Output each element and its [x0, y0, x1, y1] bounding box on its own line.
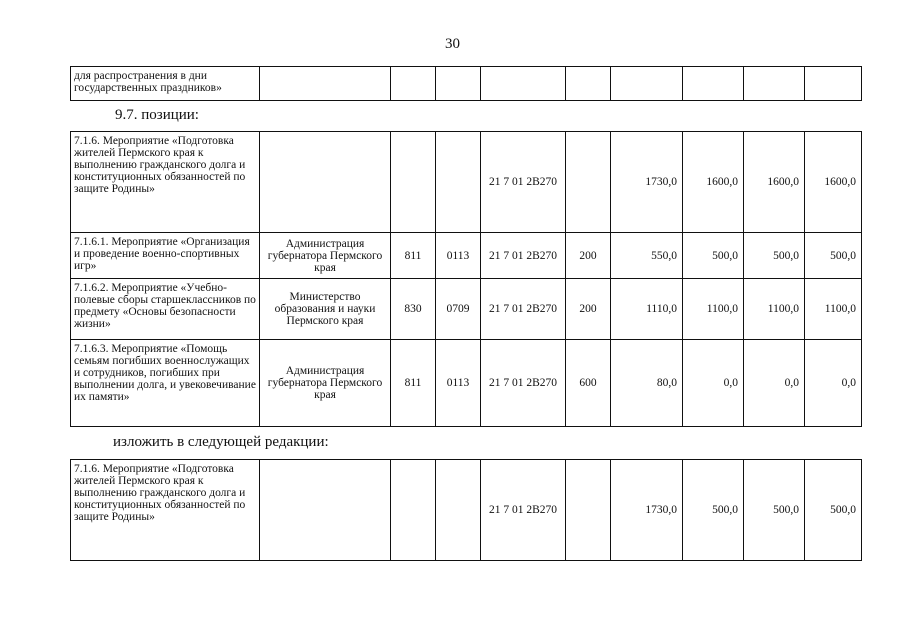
row-grbs: 811: [391, 233, 436, 279]
row-value-3: 500,0: [744, 460, 805, 561]
row-rzpr: [436, 132, 481, 233]
row-executor: Администрация губернатора Пермского края: [260, 340, 391, 427]
row-rzpr: 0113: [436, 340, 481, 427]
row-value-2: 1100,0: [683, 279, 744, 340]
row-value-4: 500,0: [805, 460, 862, 561]
page-number: 30: [445, 36, 460, 52]
row-rzpr: 0709: [436, 279, 481, 340]
row-value-4: 1100,0: [805, 279, 862, 340]
row-executor: Министерство образования и науки Пермского края: [260, 279, 391, 340]
row-rzpr: [436, 460, 481, 561]
row-description: для распространения в дни государственных праздников»: [71, 67, 260, 101]
section-label-new-edition: изложить в следующей редакции:: [113, 434, 329, 450]
row-value-3: 1600,0: [744, 132, 805, 233]
row-csr: 21 7 01 2В270: [481, 460, 566, 561]
empty-cell: [260, 67, 391, 101]
row-grbs: 811: [391, 340, 436, 427]
row-grbs: [391, 460, 436, 561]
row-value-4: 1600,0: [805, 132, 862, 233]
row-vr: [566, 460, 611, 561]
empty-cell: [611, 67, 683, 101]
row-description: 7.1.6.1. Мероприятие «Организация и проведение военно-спортивных игр»: [71, 233, 260, 279]
row-executor: [260, 460, 391, 561]
table-row: [71, 340, 862, 427]
empty-cell: [566, 67, 611, 101]
row-description: 7.1.6.2. Мероприятие «Учебно-полевые сборы старшеклассников по предмету «Основы безопасности жизни»: [71, 279, 260, 340]
row-value-2: 0,0: [683, 340, 744, 427]
table-row: [71, 460, 862, 561]
table-row: [71, 279, 862, 340]
table-row: [71, 233, 862, 279]
row-value-1: 1110,0: [611, 279, 683, 340]
row-value-3: 1100,0: [744, 279, 805, 340]
empty-cell: [481, 67, 566, 101]
row-value-4: 500,0: [805, 233, 862, 279]
row-vr: 600: [566, 340, 611, 427]
row-csr: 21 7 01 2В270: [481, 340, 566, 427]
row-vr: [566, 132, 611, 233]
row-value-2: 500,0: [683, 233, 744, 279]
row-vr: 200: [566, 279, 611, 340]
new-edition-table: [70, 459, 862, 561]
row-grbs: 830: [391, 279, 436, 340]
table-row: [71, 67, 862, 101]
row-value-2: 1600,0: [683, 132, 744, 233]
empty-cell: [805, 67, 862, 101]
empty-cell: [436, 67, 481, 101]
row-executor: [260, 132, 391, 233]
empty-cell: [744, 67, 805, 101]
section-label-positions: 9.7. позиции:: [115, 107, 199, 123]
table-row: [71, 132, 862, 233]
row-value-2: 500,0: [683, 460, 744, 561]
row-value-1: 1730,0: [611, 132, 683, 233]
row-value-3: 0,0: [744, 340, 805, 427]
row-csr: 21 7 01 2В270: [481, 132, 566, 233]
row-description: 7.1.6. Мероприятие «Подготовка жителей Пермского края к выполнению гражданского долга и конституционных обязанностей по защите Родины»: [71, 132, 260, 233]
empty-cell: [683, 67, 744, 101]
row-value-1: 550,0: [611, 233, 683, 279]
row-description: 7.1.6. Мероприятие «Подготовка жителей Пермского края к выполнению гражданского долга и конституционных обязанностей по защите Родины»: [71, 460, 260, 561]
row-value-1: 80,0: [611, 340, 683, 427]
empty-cell: [391, 67, 436, 101]
row-csr: 21 7 01 2В270: [481, 233, 566, 279]
row-description: 7.1.6.3. Мероприятие «Помощь семьям погибших военнослужащих и сотрудников, погибших при выполнении долга, и увековечивание их памяти»: [71, 340, 260, 427]
row-value-4: 0,0: [805, 340, 862, 427]
row-rzpr: 0113: [436, 233, 481, 279]
row-csr: 21 7 01 2В270: [481, 279, 566, 340]
row-grbs: [391, 132, 436, 233]
continuation-table: [70, 66, 862, 101]
row-value-1: 1730,0: [611, 460, 683, 561]
row-value-3: 500,0: [744, 233, 805, 279]
row-vr: 200: [566, 233, 611, 279]
positions-table: [70, 131, 862, 427]
row-executor: Администрация губернатора Пермского края: [260, 233, 391, 279]
